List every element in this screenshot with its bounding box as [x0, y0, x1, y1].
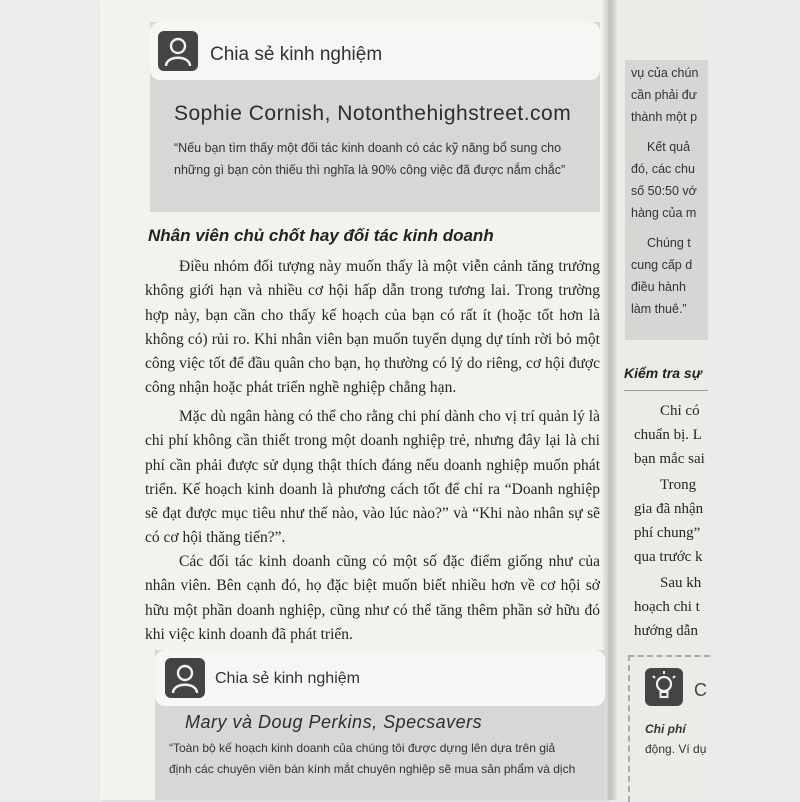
book-gutter [603, 0, 617, 800]
right-text-line: Trong [660, 477, 697, 493]
right-box-line: vụ của chún [631, 66, 699, 80]
right-text-line: hoạch chi t [634, 599, 700, 615]
quote-author: Mary và Doug Perkins, Specsavers [185, 712, 483, 732]
experience-box-title: Chia sẻ kinh nghiệm [215, 670, 360, 687]
quote-author: Sophie Cornish, Notonthehighstreet.com [174, 102, 572, 125]
right-box-line: thành một p [631, 110, 698, 124]
right-text-line: Chỉ có [660, 403, 700, 419]
right-box-line: cần phải đư [631, 88, 698, 102]
right-text-line: bạn mắc sai [634, 451, 705, 467]
experience-box-header [155, 650, 605, 706]
quote-line: định các chuyên viên bán kính mắt chuyên nghiệp sẽ mua sản phẩm và dịch [169, 762, 576, 776]
paragraph-3: Các đối tác kinh doanh cũng có một số đặc điểm giống như của nhân viên. Bên cạnh đó, họ đặc biệt muốn biết nhiều hơn về cơ hội sở hữu một phần doanh nghiệp, cũng như có thể tăng thêm phần sở hữu đó khi việc kinh doanh đã phát triển. [145, 553, 600, 643]
experience-box-1 [150, 22, 600, 212]
right-box-line: Chúng t [647, 236, 691, 250]
experience-box-2 [155, 650, 605, 800]
divider [624, 390, 708, 391]
quote-line: những gì bạn còn thiếu thì nghĩa là 90% công việc đã được nắm chắc” [174, 163, 566, 177]
lightbulb-icon [645, 668, 683, 706]
right-text-line: phí chung” [634, 525, 701, 541]
right-box-line: hàng của m [631, 206, 697, 220]
right-box-line: Kết quả [647, 140, 691, 154]
quote-text [174, 137, 598, 181]
right-box-line: đó, các chu [631, 162, 695, 176]
person-icon [165, 658, 205, 698]
right-box-line: số 50:50 vớ [631, 184, 697, 198]
tip-line: động. Ví dụ [645, 742, 707, 756]
right-box-line: điều hành [631, 280, 686, 294]
paragraph-2: Mặc dù ngân hàng có thể cho rằng chi phí dành cho vị trí quản lý là chi phí không cần thiết trong một doanh nghiệp trẻ, nhưng đây lại là chi phí cần phải được sử dụng thật thích đáng nếu doanh nghiệp muốn phát triển. Kế hoạch kinh doanh là phương cách tốt để chỉ ra “Doanh nghiệp sẽ đạt được mục tiêu như thế nào, vào lúc nào?” và “Khi nào nhân sự sẽ có cơ hội thăng tiến?”. [145, 408, 600, 547]
right-text-line: Sau kh [660, 575, 702, 591]
paragraph-1: Điều nhóm đối tượng này muốn thấy là một viễn cảnh tăng trưởng không giới hạn và nhiều cơ hội hấp dẫn trong tương lai. Trong trường hợp này, bạn cần cho thấy kế hoạch của bạn có rất ít (hoặc tốt hơn là không có) rủi ro. Khi nhân viên bạn muốn tuyển dụng dự tính rời bỏ một công việc tốt để đầu quân cho bạn, họ thường có lý do riêng, cơ hội được công nhận hoặc phát triển nghề nghiệp chẳng hạn. [145, 258, 600, 397]
tip-line: Chi phí [645, 722, 686, 736]
section-heading: Nhân viên chủ chốt hay đối tác kinh doanh [148, 226, 494, 245]
quote-line: “Toàn bộ kế hoạch kinh doanh của chúng tôi được dựng lên dựa trên giả [169, 741, 556, 755]
right-text-line: hướng dẫn [634, 623, 698, 639]
right-text-line: qua trước k [634, 549, 703, 565]
experience-box-header [150, 22, 600, 80]
quote-text [169, 738, 605, 780]
person-icon [158, 31, 198, 71]
experience-box-title: Chia sẻ kinh nghiệm [210, 44, 383, 65]
right-quote-box [625, 60, 708, 340]
tip-title: C [694, 680, 707, 700]
table-surface [708, 0, 800, 800]
quote-line: “Nếu bạn tìm thấy một đối tác kinh doanh có các kỹ năng bổ sung cho [174, 141, 562, 155]
right-box-line: làm thuê.” [631, 302, 687, 316]
right-section-heading: Kiểm tra sự [624, 365, 702, 381]
right-text-line: gia đã nhận [634, 501, 704, 517]
right-text-line: chuẩn bị. L [634, 427, 702, 443]
right-box-line: cung cấp d [631, 258, 693, 272]
